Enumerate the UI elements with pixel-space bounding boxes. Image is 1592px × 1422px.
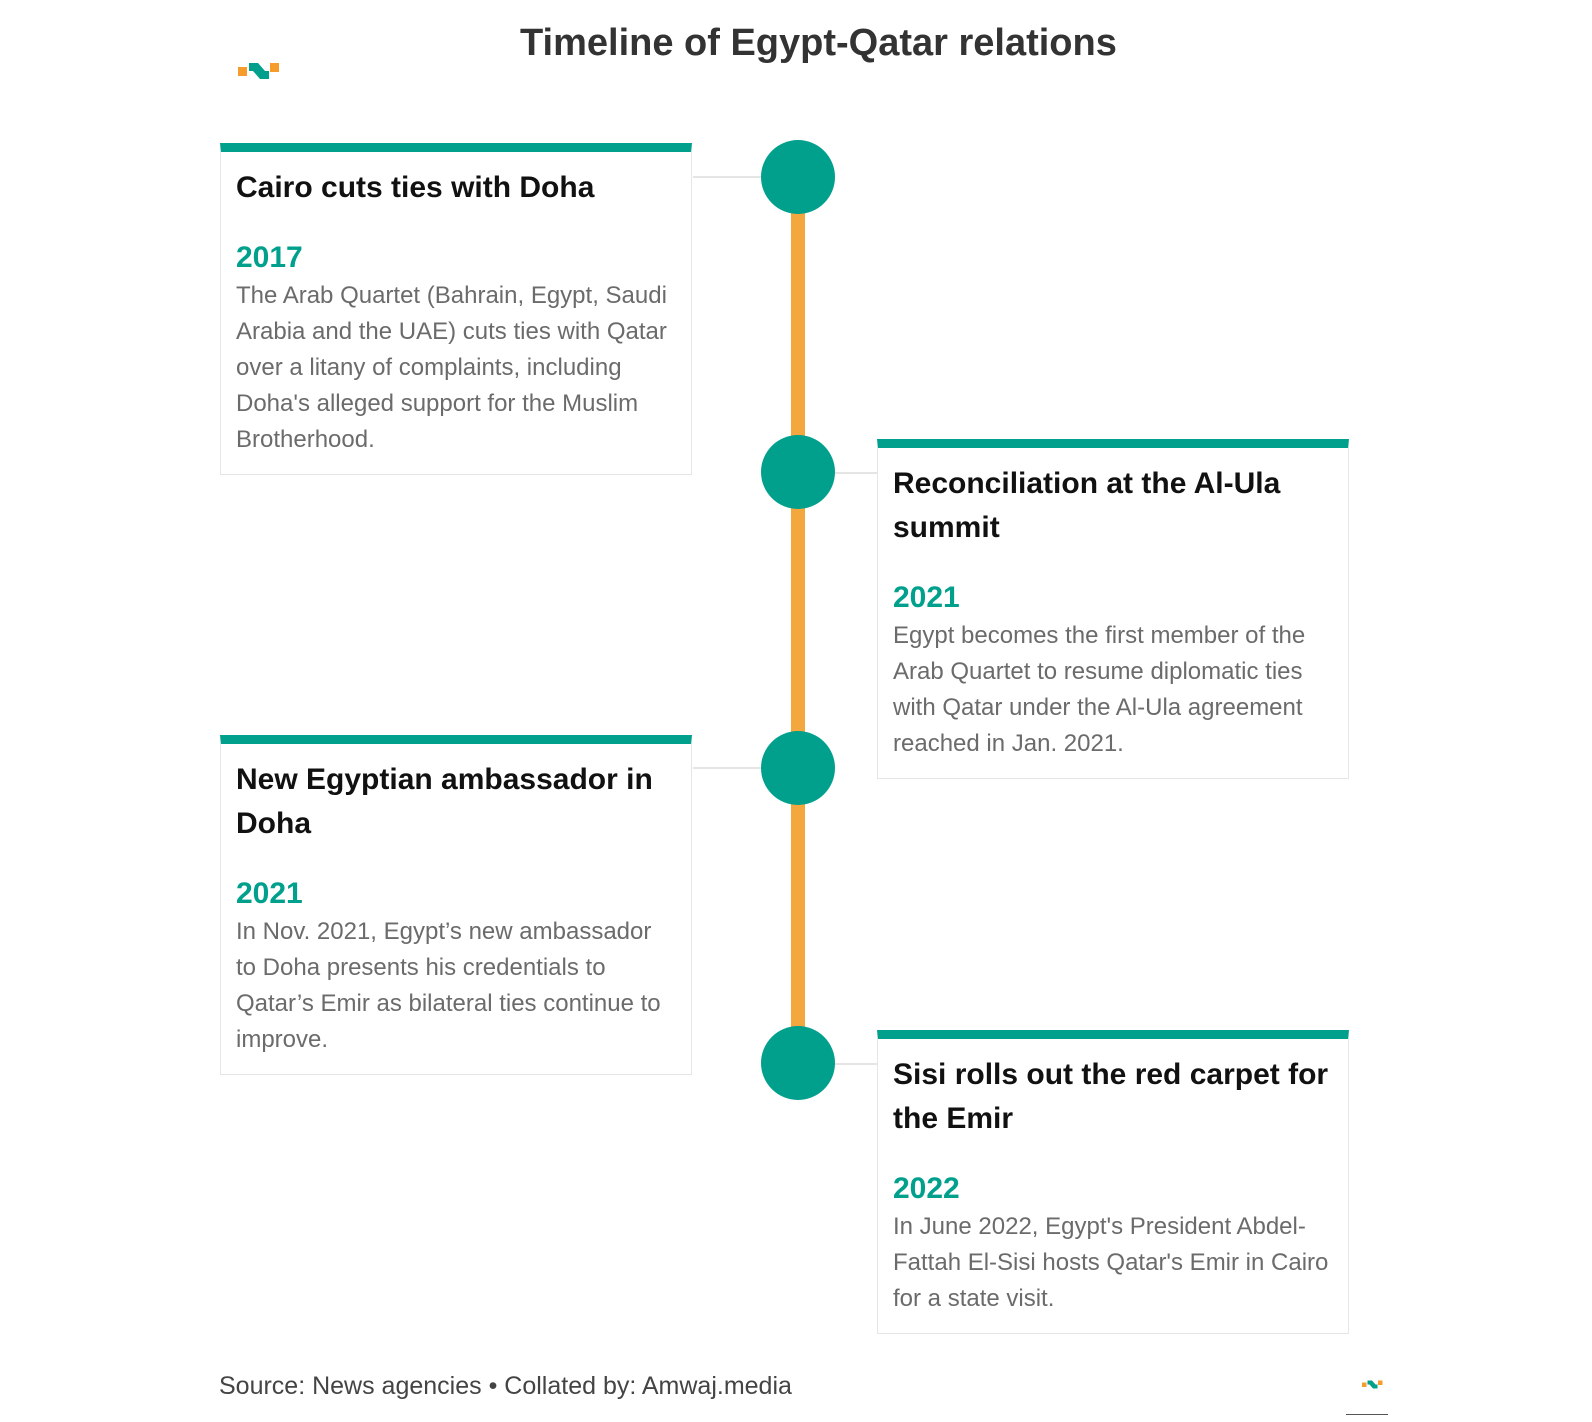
timeline-line: [791, 170, 805, 1050]
event-description: The Arab Quartet (Bahrain, Egypt, Saudi Arabia and the UAE) cuts ties with Qatar over a litany of complaints, including Doha's alleged support for the Muslim Brotherhood.: [236, 282, 667, 453]
event-title: Reconciliation at the Al-Ula summit: [893, 467, 1281, 544]
event-year: 2017: [236, 241, 303, 274]
event-title: New Egyptian ambassador in Doha: [236, 763, 653, 840]
event-year: 2021: [893, 581, 960, 614]
amwaj-small-logo-icon: [1362, 1376, 1384, 1392]
amwaj-logo-icon: [238, 55, 282, 85]
event-description: In Nov. 2021, Egypt’s new ambassador to Doha presents his credentials to Qatar’s Emir as bilateral ties continue to improve.: [236, 918, 661, 1053]
event-title: Cairo cuts ties with Doha: [236, 171, 595, 204]
logo-underline: [1346, 1414, 1388, 1415]
event-year: 2022: [893, 1172, 960, 1205]
timeline-dot: [761, 140, 835, 214]
event-year: 2021: [236, 877, 303, 910]
event-card: [220, 143, 692, 475]
timeline-dot: [761, 731, 835, 805]
event-card: [220, 735, 692, 1075]
timeline-dot: [761, 435, 835, 509]
event-title: Sisi rolls out the red carpet for the Emir: [893, 1058, 1329, 1135]
event-description: Egypt becomes the first member of the Arab Quartet to resume diplomatic ties with Qatar under the Al-Ula agreement reached in Jan. 2021.: [893, 622, 1306, 757]
page-title: Timeline of Egypt-Qatar relations: [520, 22, 1117, 64]
event-card: [877, 1030, 1349, 1334]
source-note: Source: News agencies • Collated by: Amwaj.media: [219, 1372, 792, 1400]
event-card: [877, 439, 1349, 779]
timeline-dot: [761, 1026, 835, 1100]
event-description: In June 2022, Egypt's President Abdel-Fattah El-Sisi hosts Qatar's Emir in Cairo for a state visit.: [893, 1213, 1329, 1312]
